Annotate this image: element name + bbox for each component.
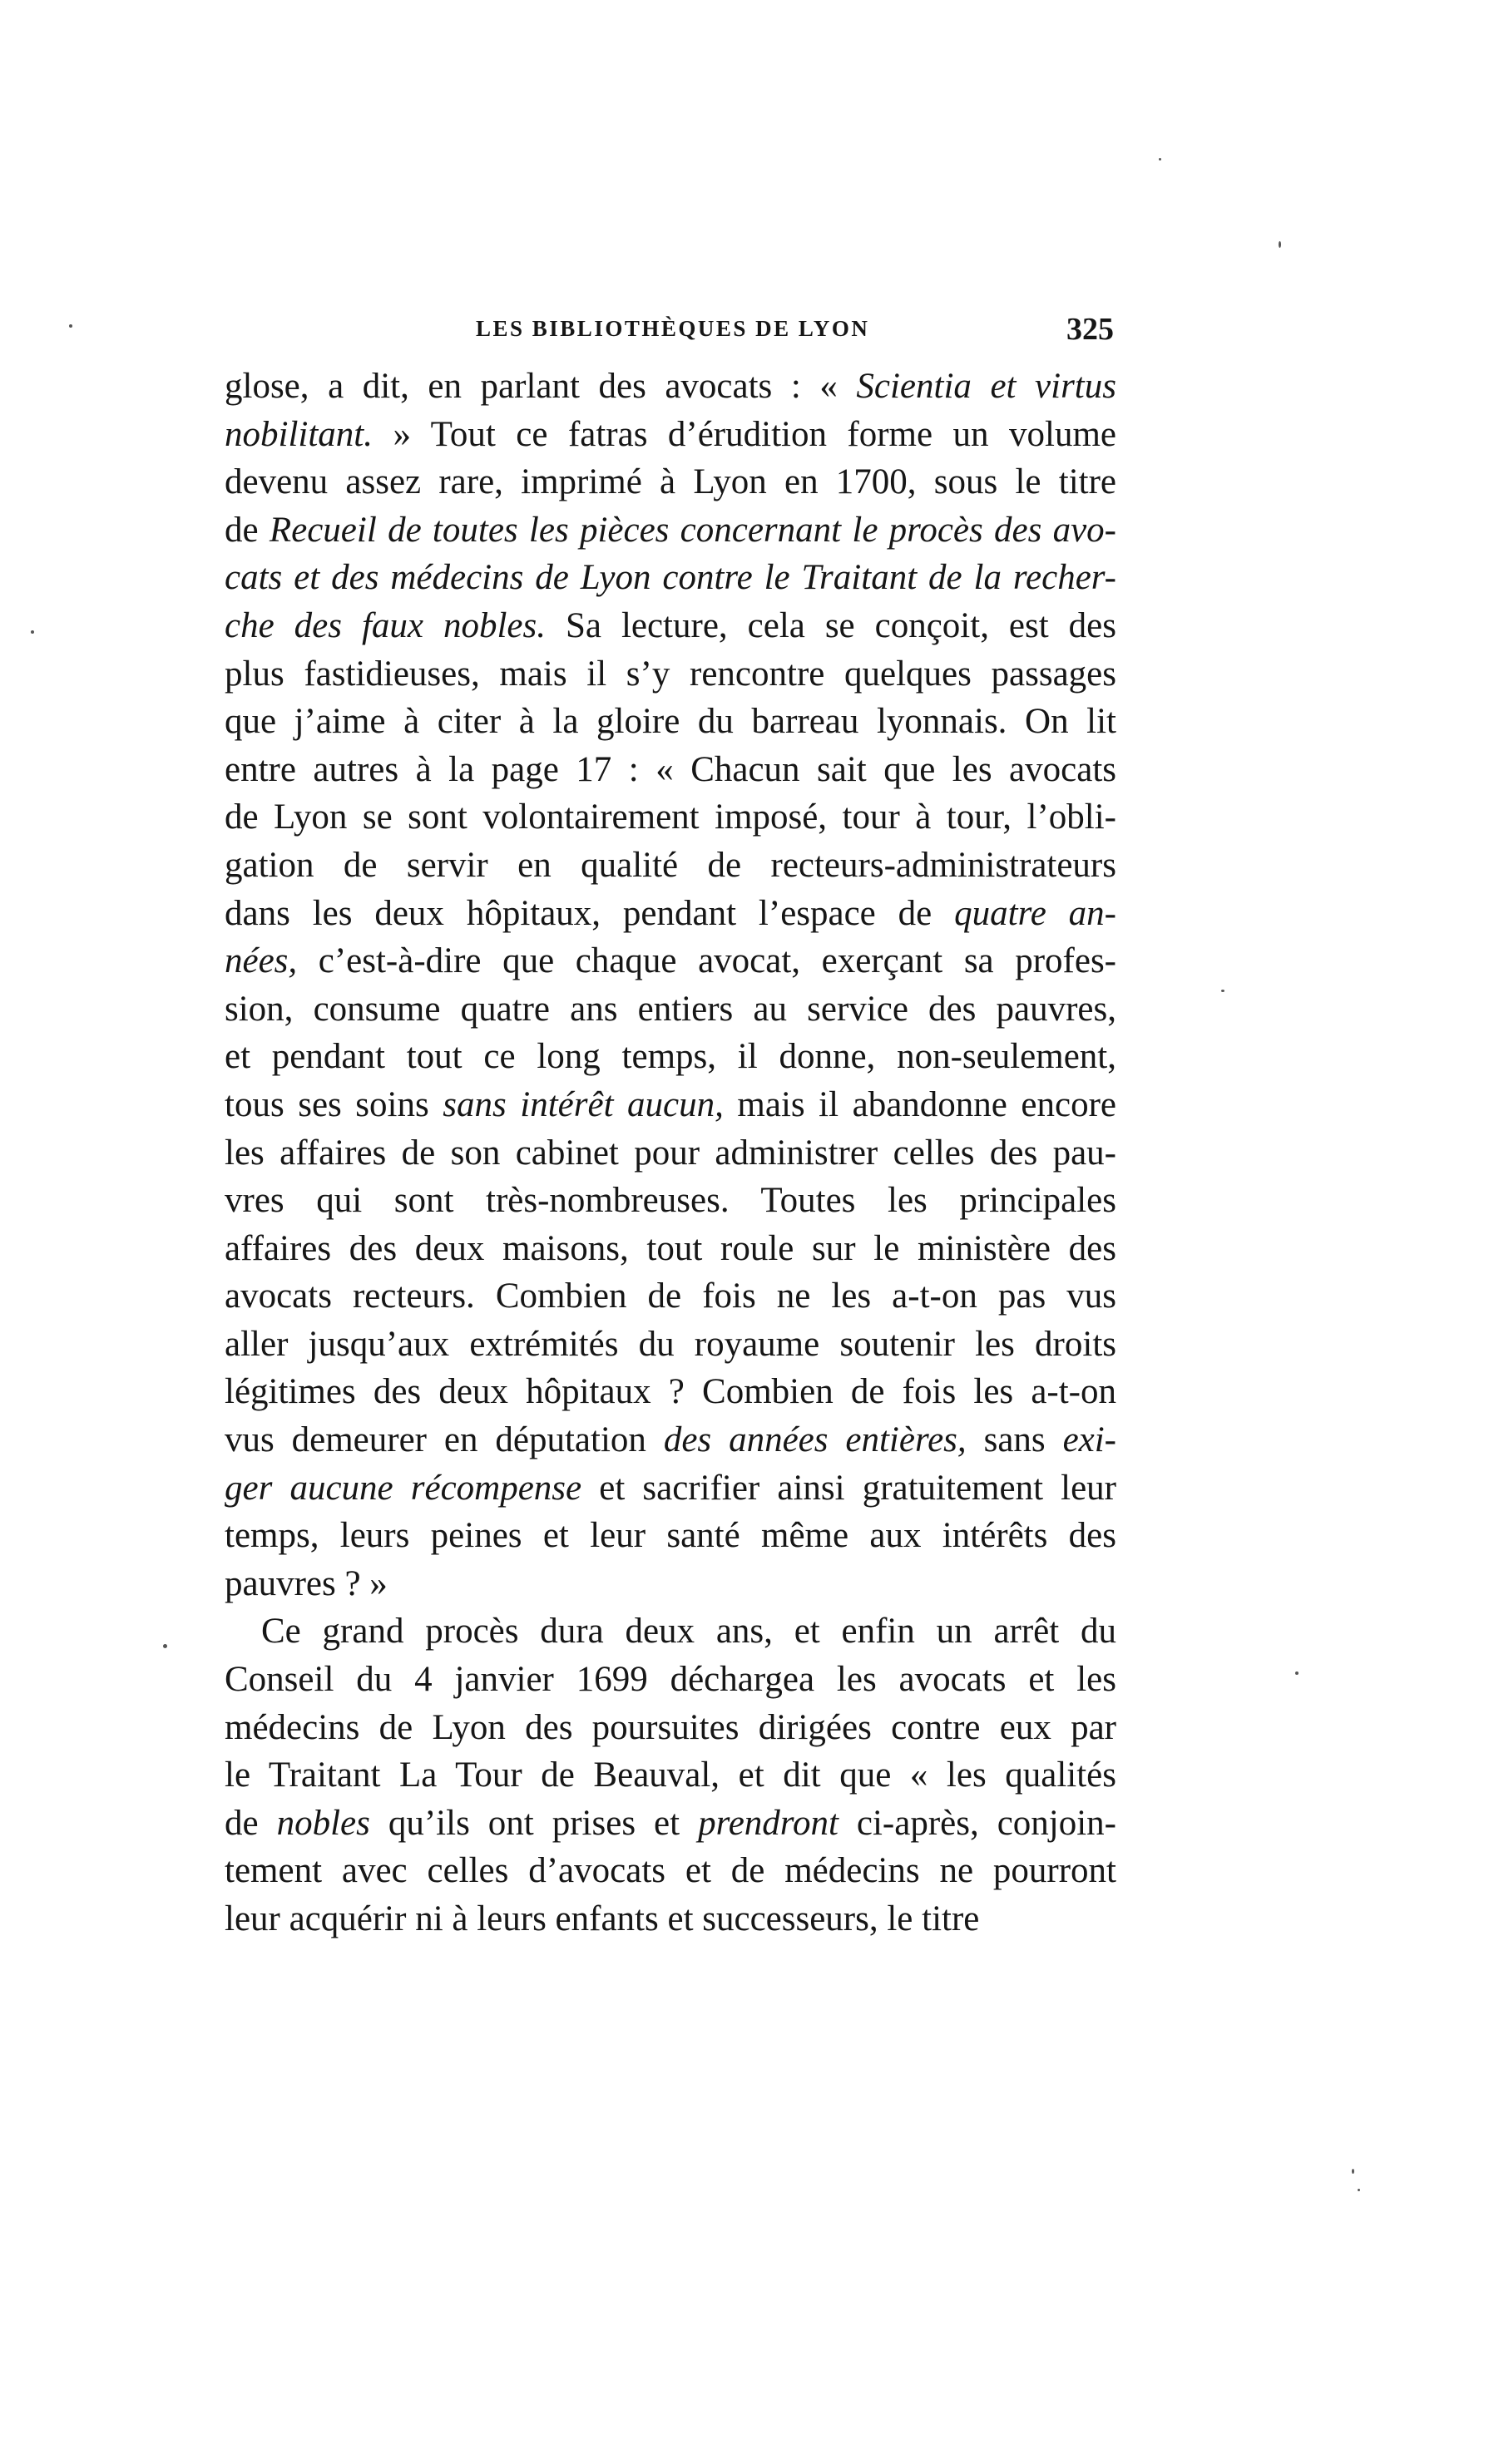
text-segment: tement avec celles d’avocats et de médecins ne pourront: [225, 1851, 1116, 1891]
text-line: [225, 746, 1116, 794]
scan-speck: [163, 1644, 167, 1648]
body-text: [225, 363, 1116, 1943]
text-segment: et pendant tout ce long temps, il donne, non-seulement,: [225, 1037, 1116, 1077]
text-segment: » Tout ce fatras d’érudition forme un volume: [372, 414, 1116, 454]
italic-text: che des faux nobles.: [225, 605, 546, 645]
text-segment: glose, a dit, en parlant des avocats : «: [225, 367, 857, 406]
text-segment: de Lyon se sont volontairement imposé, tour à tour, l’obli-: [225, 797, 1116, 837]
text-line: [225, 1560, 1116, 1608]
scan-speck: [1358, 2189, 1360, 2191]
text-line: [225, 1081, 1116, 1129]
text-segment: qu’ils ont prises et: [369, 1803, 699, 1843]
text-segment: entre autres à la page 17 : « Chacun sait que les avocats: [225, 749, 1116, 789]
text-line: [225, 698, 1116, 746]
text-line: [225, 1607, 1116, 1656]
text-segment: devenu assez rare, imprimé à Lyon en 1700, sous le titre: [225, 462, 1116, 502]
text-line: [225, 1895, 1116, 1943]
scan-speck: [1159, 158, 1161, 160]
italic-text: des années entières,: [663, 1420, 967, 1460]
italic-text: ger aucune récompense: [225, 1468, 582, 1508]
text-line: [225, 793, 1116, 842]
text-line: [225, 650, 1116, 699]
text-line: [225, 985, 1116, 1034]
italic-text: cats et des médecins de Lyon contre le Traitant de la recher-: [225, 558, 1116, 598]
text-segment: ci-après, conjoin-: [838, 1803, 1116, 1843]
text-segment: les affaires de son cabinet pour administrer celles des pau-: [225, 1133, 1116, 1173]
text-line: [225, 458, 1116, 506]
text-segment: le Traitant La Tour de Beauval, et dit que « les qualités: [225, 1755, 1116, 1795]
text-segment: avocats recteurs. Combien de fois ne les a-t-on pas vus: [225, 1276, 1116, 1316]
text-line: [225, 411, 1116, 459]
italic-text: Recueil de toutes les pièces concernant le procès des avo-: [269, 510, 1116, 550]
text-segment: tous ses soins: [225, 1084, 443, 1124]
text-segment: plus fastidieuses, mais il s’y rencontre quelques passages: [225, 654, 1116, 694]
text-line: [225, 363, 1116, 411]
text-line: [225, 1129, 1116, 1178]
text-segment: que j’aime à citer à la gloire du barreau lyonnais. On lit: [225, 702, 1116, 742]
text-segment: affaires des deux maisons, tout roule sur le ministère des: [225, 1228, 1116, 1268]
text-line: [225, 937, 1116, 985]
text-segment: de: [225, 1803, 277, 1843]
text-line: [225, 1464, 1116, 1513]
italic-text: nées,: [225, 941, 298, 981]
text-segment: sans: [966, 1420, 1063, 1460]
italic-text: nobilitant.: [225, 414, 373, 454]
text-segment: c’est-à-dire que chaque avocat, exerçant sa profes-: [297, 941, 1116, 981]
scan-speck: [1295, 1671, 1299, 1675]
scan-speck: [31, 630, 34, 634]
text-line: [225, 1225, 1116, 1273]
text-segment: mais il abandonne encore: [723, 1084, 1116, 1124]
scan-speck: [1352, 2169, 1354, 2174]
text-segment: Sa lecture, cela se conçoit, est des: [545, 605, 1116, 645]
text-segment: gation de servir en qualité de recteurs-administrateurs: [225, 845, 1116, 885]
scan-speck: [1279, 241, 1281, 248]
text-segment: dans les deux hôpitaux, pendant l’espace de: [225, 893, 955, 933]
italic-text: Scientia et virtus: [856, 367, 1116, 406]
text-segment: légitimes des deux hôpitaux ? Combien de fois les a-t-on: [225, 1372, 1116, 1412]
text-segment: vres qui sont très-nombreuses. Toutes les principales: [225, 1181, 1116, 1221]
text-segment: et sacrifier ainsi gratuitement leur: [581, 1468, 1116, 1508]
text-segment: Ce grand procès dura deux ans, et enfin un arrêt du: [261, 1612, 1116, 1652]
italic-text: exi-: [1062, 1420, 1116, 1460]
italic-text: nobles: [276, 1803, 370, 1843]
italic-text: quatre an-: [954, 893, 1116, 933]
text-line: [225, 1512, 1116, 1560]
text-segment: Conseil du 4 janvier 1699 déchargea les avocats et les: [225, 1660, 1116, 1700]
text-line: [225, 1751, 1116, 1800]
text-line: [225, 506, 1116, 555]
text-segment: vus demeurer en députation: [225, 1420, 664, 1460]
text-line: [225, 1416, 1116, 1464]
text-segment: de: [225, 510, 270, 550]
text-line: [225, 1800, 1116, 1848]
text-segment: sion, consume quatre ans entiers au service des pauvres,: [225, 989, 1116, 1029]
page-number: 325: [1066, 312, 1114, 347]
text-line: [225, 1272, 1116, 1321]
text-line: [225, 1321, 1116, 1369]
text-line: [225, 890, 1116, 938]
text-segment: pauvres ? »: [225, 1563, 388, 1603]
text-segment: leur acquérir ni à leurs enfants et successeurs, le titre: [225, 1899, 980, 1938]
text-line: [225, 1368, 1116, 1416]
scan-speck: [1221, 990, 1224, 992]
italic-text: sans intérêt aucun,: [443, 1084, 724, 1124]
text-line: [225, 1033, 1116, 1081]
text-segment: temps, leurs peines et leur santé même aux intérêts des: [225, 1516, 1116, 1556]
text-segment: médecins de Lyon des poursuites dirigées contre eux par: [225, 1707, 1116, 1747]
scan-speck: [69, 324, 72, 328]
text-line: [225, 1847, 1116, 1895]
text-line: [225, 602, 1116, 650]
text-segment: aller jusqu’aux extrémités du royaume soutenir les droits: [225, 1324, 1116, 1364]
text-line: [225, 1656, 1116, 1704]
italic-text: prendront: [698, 1803, 838, 1843]
running-title: LES BIBLIOTHÈQUES DE LYON: [476, 316, 870, 341]
text-line: [225, 554, 1116, 602]
text-line: [225, 1177, 1116, 1225]
text-line: [225, 842, 1116, 890]
text-line: [225, 1704, 1116, 1752]
